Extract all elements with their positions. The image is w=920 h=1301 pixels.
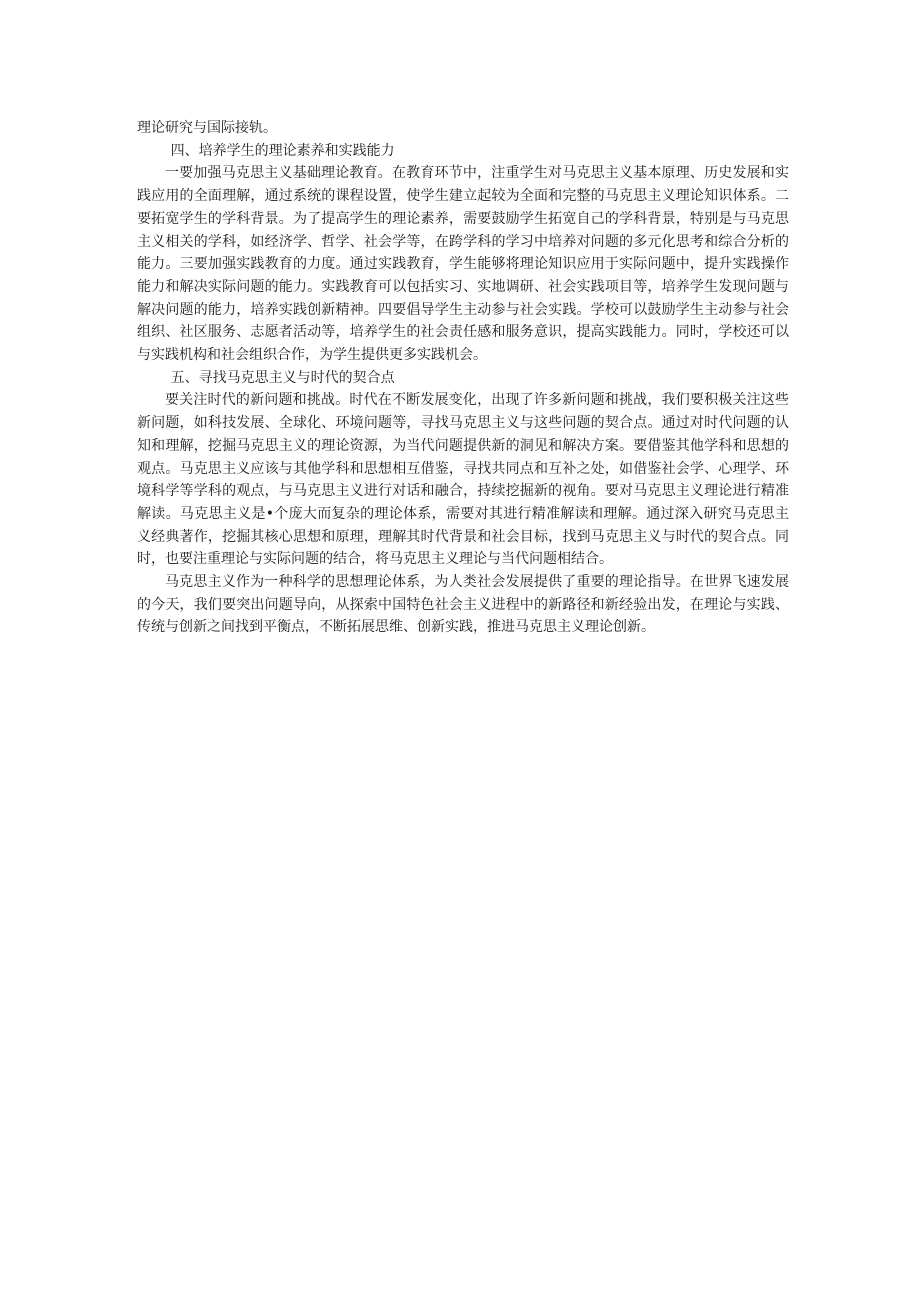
section-4-body: 一要加强马克思主义基础理论教育。在教育环节中，注重学生对马克思主义基本原理、历史发展和实践应用的全面理解，通过系统的课程设置，使学生建立起较为全面和完整的马克思主义理论知识体系。二要拓宽学生的学科背景。为了提高学生的理论素养，需要鼓励学生拓宽自己的学科背景，特别是与马克思主义相关的学科，如经济学、哲学、社会学等，在跨学科的学习中培养对问题的多元化思考和综合分析的能力。三要加强实践教育的力度。通过实践教育，学生能够将理论知识应用于实际问题中，提升实践操作能力和解决实际问题的能力。实践教育可以包括实习、实地调研、社会实践项目等，培养学生发现问题与解决问题的能力，培养实践创新精神。四要倡导学生主动参与社会实践。学校可以鼓励学生主动参与社会组织、社区服务、志愿者活动等，培养学生的社会责任感和服务意识，提高实践能力。同时，学校还可以与实践机构和社会组织合作，为学生提供更多实践机会。 (137, 165, 789, 364)
section-4-heading: 四、培养学生的理论素养和实践能力 (170, 142, 395, 159)
section-5-body: 要关注时代的新问题和挑战。时代在不断发展变化，出现了许多新问题和挑战，我们要积极关注这些新问题，如科技发展、全球化、环境问题等，寻找马克思主义与这些问题的契合点。通过对时代问题的认知和理解，挖掘马克思主义的理论资源，为当代问题提供新的洞见和解决方案。要借鉴其他学科和思想的观点。马克思主义应该与其他学科和思想相互借鉴，寻找共同点和互补之处，如借鉴社会学、心理学、环境科学等学科的观点，与马克思主义进行对话和融合，持续挖掘新的视角。要对马克思主义理论进行精准解读。马克思主义是•个庞大而复杂的理论体系，需要对其进行精准解读和理解。通过深入研究马克思主义经典著作，挖掘其核心思想和原理，理解其时代背景和社会目标，找到马克思主义与时代的契合点。同时，也要注重理论与实际问题的结合，将马克思主义理论与当代问题相结合。 (137, 392, 789, 568)
document-page (137, 117, 789, 639)
conclusion-paragraph: 马克思主义作为一种科学的思想理论体系，为人类社会发展提供了重要的理论指导。在世界飞速发展的今天，我们要突出问题导向，从探索中国特色社会主义进程中的新路径和新经验出发，在理论与实践、传统与创新之间找到平衡点，不断拓展思维、创新实践，推进马克思主义理论创新。 (137, 574, 789, 636)
continuation-paragraph: 理论研究与国际接轨。 (137, 120, 277, 136)
section-5-heading: 五、寻找马克思主义与时代的契合点 (170, 369, 395, 386)
